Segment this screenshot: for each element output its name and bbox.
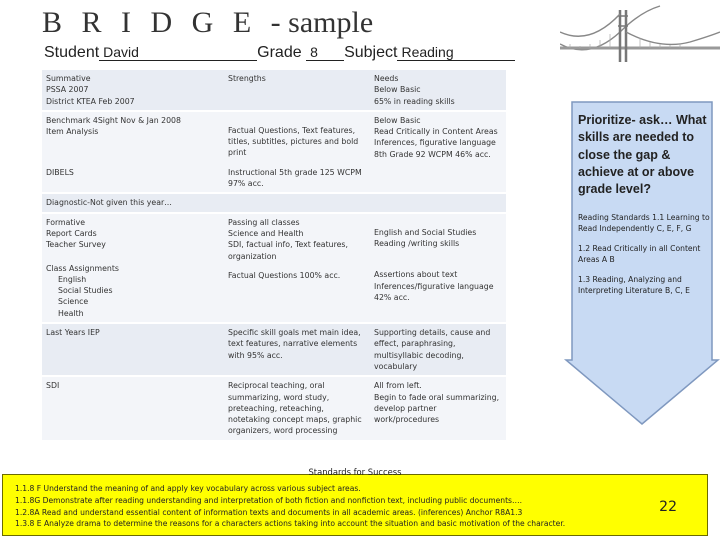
student-info (44, 44, 515, 62)
reading-standards: Reading Standards 1.1 Learning to Read Independently C, E, F, G 1.2 Read Critically in all Content Areas A B 1.3 Reading, Analyzing and Interpreting Literature B, C, E (578, 213, 710, 296)
standards-footer (2, 467, 708, 536)
student-label: Student (44, 44, 100, 61)
student-value: David (99, 44, 257, 61)
footer-title: Standards for Success (308, 467, 402, 477)
prioritize-question: Prioritize- ask… What skills are needed to close the gap & achieve at or above grade level? (578, 113, 707, 196)
page-title: B R I D G E - sample (42, 6, 374, 39)
arrow-text (578, 112, 710, 305)
table-row: Benchmark 4Sight Nov & Jan 2008 Item Analysis DIBELS Factual Questions, Text features, titles, subtitles, pictures and bold print Instructional 5th grade 125 WCPM 97% acc. Below Basic Read Critically in Content Areas Inferences, figurative language 8th Grade 92 WCPM 46% acc. (42, 111, 506, 193)
table-row: SDI Reciprocal teaching, oral summarizing, word study, preteaching, reteaching, notetaking concept maps, graphic organizers, word processing All from left. Begin to fade oral summarizing, develop partner work/procedures (42, 376, 506, 440)
grade-value: 8 (306, 44, 344, 61)
grade-label: Grade (257, 44, 302, 61)
table-row: Diagnostic-Not given this year… (42, 193, 506, 212)
table-row: Last Years IEP Specific skill goals met main idea, text features, narrative elements with 95% acc. Supporting details, cause and effect, paraphrasing, multisyllabic decoding, vocabulary (42, 323, 506, 376)
subject-value: Reading (397, 44, 515, 61)
data-table (42, 70, 506, 442)
footer-lines: 1.1.8 F Understand the meaning of and apply key vocabulary across various subject areas. 1.1.8G Demonstrate after reading understanding and interpretation of both fiction and nonfiction text, including public documents…. 1.2.8A Read and understand essential content of information texts and documents in all academic areas. (inferences) Anchor R8A1.3 1.3.8 E Analyze drama to determine the reasons for a characters actions taking into account the situation and basic motivation of the character. (15, 484, 566, 529)
subject-label: Subject (344, 44, 398, 61)
table-row: Summative PSSA 2007 District KTEA Feb 2007 Strengths Needs Below Basic 65% in reading skills (42, 70, 506, 111)
bridge-image (560, 2, 720, 67)
page-number: 22 (659, 499, 677, 515)
table-row: Formative Report Cards Teacher Survey Class Assignments English Social Studies Science Health Passing all classes Science and Health SDI, factual info, Text features, organization Factual Questions 100% acc. English and Social Studies Reading /writing skills Assertions about text Inferences/figurative language 42% acc. (42, 213, 506, 323)
